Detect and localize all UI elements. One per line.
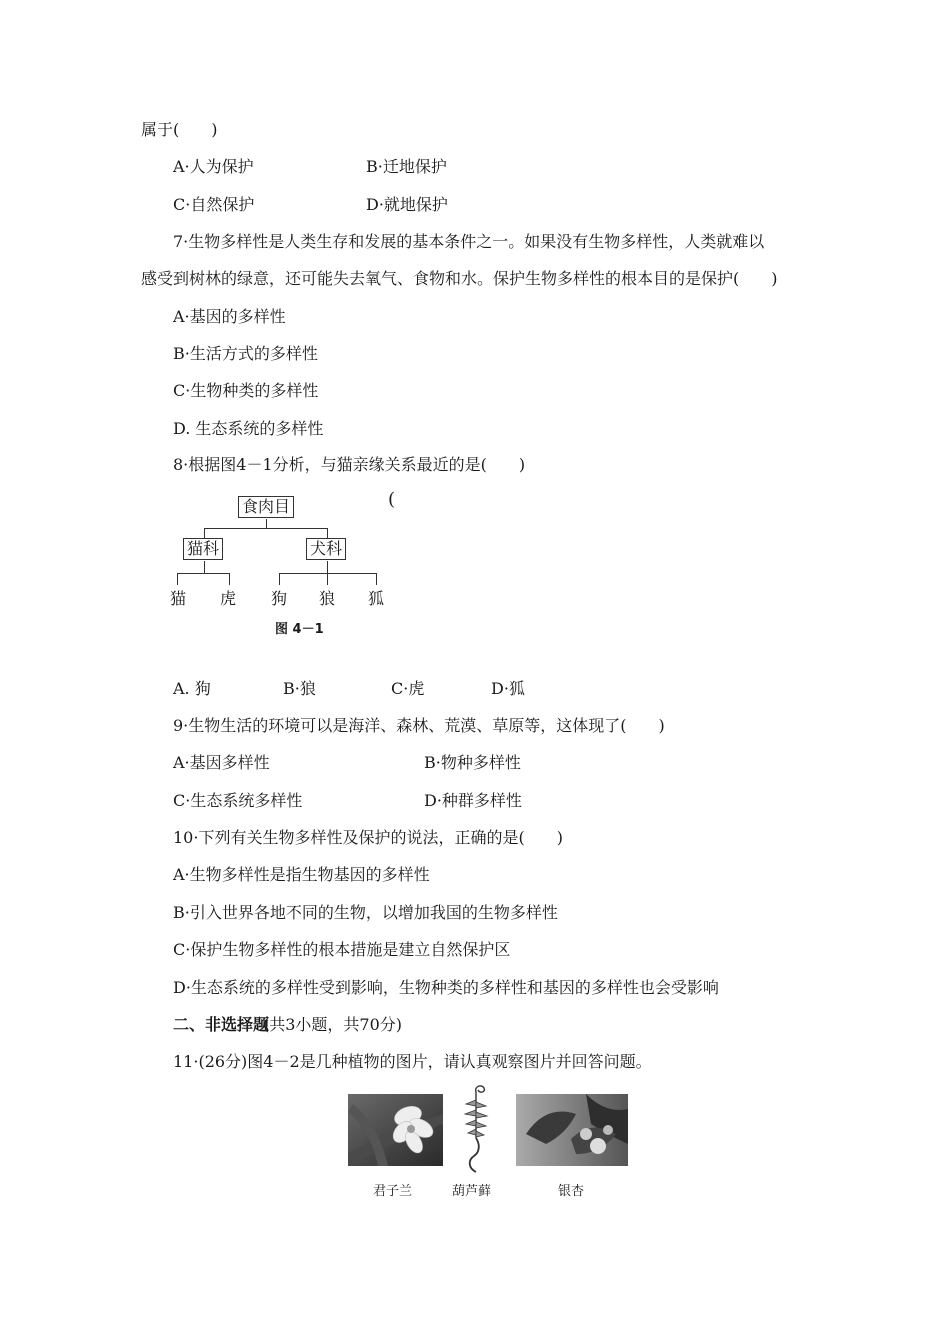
text-line: C·自然保护 bbox=[173, 195, 255, 214]
label-ginkgo: 银杏 bbox=[558, 1184, 585, 1199]
tree-leaf-tiger: 虎 bbox=[220, 589, 237, 608]
text-line: 9·生物生活的环境可以是海洋、森林、荒漠、草原等，这体现了( ) bbox=[173, 716, 665, 735]
text-line: B·物种多样性 bbox=[424, 753, 521, 772]
text-line: B·狼 bbox=[283, 679, 316, 698]
text-line: C·生物种类的多样性 bbox=[173, 381, 319, 400]
text-line: D·狐 bbox=[491, 679, 525, 698]
text-line: C·虎 bbox=[391, 679, 425, 698]
text-line: A. 狗 bbox=[173, 679, 211, 698]
text-line: 11·(26分)图4－2是几种植物的图片，请认真观察图片并回答问题。 bbox=[173, 1052, 652, 1071]
moss-illustration bbox=[460, 1082, 492, 1174]
section-heading: 二、非选择题 bbox=[173, 1015, 270, 1034]
text-line: 8·根据图4－1分析，与猫亲缘关系最近的是( ) bbox=[173, 455, 526, 474]
text-line: 属于( ) bbox=[141, 120, 218, 139]
text-line: D·就地保护 bbox=[366, 195, 448, 214]
label-moss: 葫芦藓 bbox=[452, 1184, 492, 1199]
tree-leaf-dog: 狗 bbox=[271, 589, 288, 608]
clivia-photo bbox=[348, 1094, 443, 1166]
text-line: B·引入世界各地不同的生物，以增加我国的生物多样性 bbox=[173, 903, 558, 922]
text-line: 感受到树林的绿意，还可能失去氧气、食物和水。保护生物多样性的根本目的是保护( ) bbox=[141, 269, 778, 288]
text-line: A·人为保护 bbox=[173, 157, 254, 176]
tree-leaf-wolf: 狼 bbox=[319, 589, 336, 608]
tree-leaf-cat: 猫 bbox=[170, 589, 187, 608]
tree-family-canidae: 犬科 bbox=[306, 538, 346, 560]
figure-caption: 图 4－1 bbox=[275, 622, 324, 637]
text-line: C·生态系统多样性 bbox=[173, 791, 303, 810]
text-line: 7·生物多样性是人类生存和发展的基本条件之一。如果没有生物多样性，人类就难以 bbox=[173, 232, 765, 251]
text-line: D·生态系统的多样性受到影响，生物种类的多样性和基因的多样性也会受影响 bbox=[173, 978, 719, 997]
text-line: C·保护生物多样性的根本措施是建立自然保护区 bbox=[173, 940, 511, 959]
text-line: B·迁地保护 bbox=[366, 157, 447, 176]
text-line: D·种群多样性 bbox=[424, 791, 522, 810]
text-line: B·生活方式的多样性 bbox=[173, 344, 318, 363]
text-line: A·生物多样性是指生物基因的多样性 bbox=[173, 865, 430, 884]
label-clivia: 君子兰 bbox=[373, 1184, 413, 1199]
text-line: A·基因多样性 bbox=[173, 753, 270, 772]
tree-family-felidae: 猫科 bbox=[183, 538, 223, 560]
figure-4-1-tree bbox=[168, 490, 418, 640]
tree-leaf-fox: 狐 bbox=[368, 589, 385, 608]
text-line: A·基因的多样性 bbox=[173, 307, 286, 326]
text-line: D. 生态系统的多样性 bbox=[173, 419, 324, 438]
stray-bracket-mark: ( bbox=[388, 489, 396, 510]
ginkgo-photo bbox=[516, 1094, 628, 1166]
tree-root-carnivora: 食肉目 bbox=[238, 496, 294, 518]
text-line: (共3小题，共70分) bbox=[263, 1015, 403, 1034]
text-line: 10·下列有关生物多样性及保护的说法，正确的是( ) bbox=[173, 828, 563, 847]
